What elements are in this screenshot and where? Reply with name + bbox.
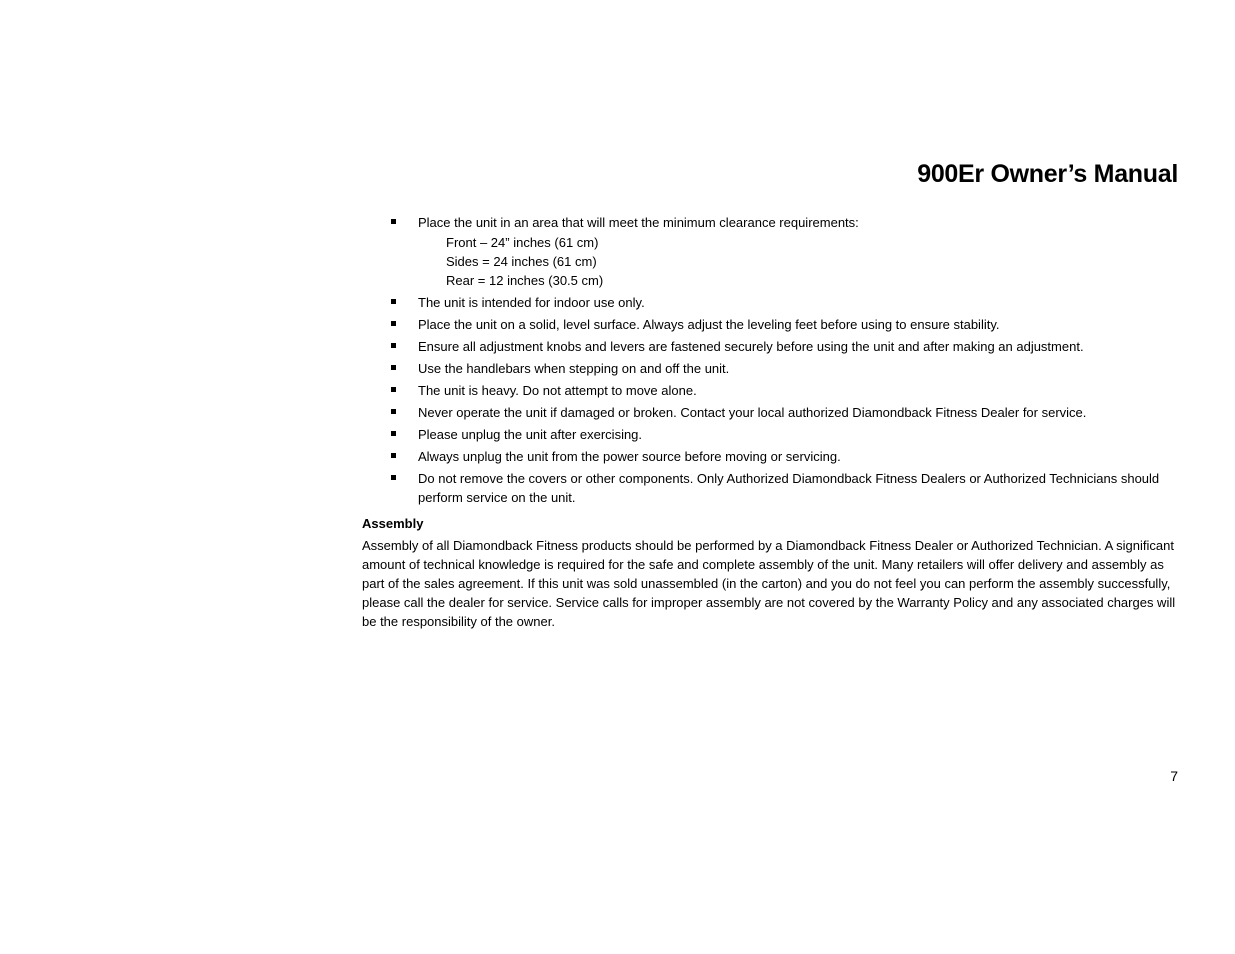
list-item	[362, 359, 1177, 378]
list-item-text: Please unplug the unit after exercising.	[418, 427, 643, 442]
list-item	[362, 447, 1177, 466]
square-bullet-icon	[391, 219, 396, 224]
square-bullet-icon	[391, 343, 396, 348]
page-title: 900Er Owner’s Manual	[917, 160, 1178, 188]
list-item	[362, 403, 1177, 422]
list-item-text: Ensure all adjustment knobs and levers are fastened securely before using the unit and after making an adjustment.	[418, 339, 1084, 354]
list-item-text: Always unplug the unit from the power source before moving or servicing.	[418, 449, 841, 464]
clearance-sides: Sides = 24 inches (61 cm)	[446, 254, 597, 269]
assembly-paragraph: Assembly of all Diamondback Fitness products should be performed by a Diamondback Fitness Dealer or Authorized Technician. A significant amount of technical knowledge is required for the safe and complete assembly of the unit. Many retailers will offer delivery and assembly as part of the sales agreement. If this unit was sold unassembled (in the carton) and you do not feel you can perform the assembly successfully, please call the dealer for service. Service calls for improper assembly are not covered by the Warranty Policy and any associated charges will be the responsibility of the owner.	[362, 538, 1176, 629]
clearance-front: Front – 24” inches (61 cm)	[446, 235, 599, 250]
list-item	[362, 213, 1177, 290]
assembly-heading: Assembly	[362, 516, 424, 531]
list-item-text: Do not remove the covers or other components. Only Authorized Diamondback Fitness Dealers or Authorized Technicians should perform service on the unit.	[418, 471, 1160, 505]
page-number: 7	[1170, 768, 1178, 784]
square-bullet-icon	[391, 387, 396, 392]
list-item	[362, 381, 1177, 400]
list-item-text: The unit is intended for indoor use only.	[418, 295, 645, 310]
square-bullet-icon	[391, 321, 396, 326]
list-item-text: Place the unit in an area that will meet the minimum clearance requirements:	[418, 215, 859, 230]
list-item	[362, 469, 1177, 507]
square-bullet-icon	[391, 453, 396, 458]
page-content	[362, 213, 1177, 631]
square-bullet-icon	[391, 409, 396, 414]
list-item	[362, 337, 1177, 356]
list-item	[362, 315, 1177, 334]
list-item	[362, 425, 1177, 444]
list-item	[362, 293, 1177, 312]
square-bullet-icon	[391, 365, 396, 370]
square-bullet-icon	[391, 299, 396, 304]
list-item-text: Never operate the unit if damaged or broken. Contact your local authorized Diamondback Fitness Dealer for service.	[418, 405, 1087, 420]
list-item-text: The unit is heavy. Do not attempt to move alone.	[418, 383, 697, 398]
list-item-text: Place the unit on a solid, level surface. Always adjust the leveling feet before using to ensure stability.	[418, 317, 1000, 332]
clearance-rear: Rear = 12 inches (30.5 cm)	[446, 273, 604, 288]
square-bullet-icon	[391, 475, 396, 480]
square-bullet-icon	[391, 431, 396, 436]
list-item-text: Use the handlebars when stepping on and off the unit.	[418, 361, 730, 376]
clearance-list	[446, 233, 1177, 290]
safety-bullet-list	[362, 213, 1177, 507]
